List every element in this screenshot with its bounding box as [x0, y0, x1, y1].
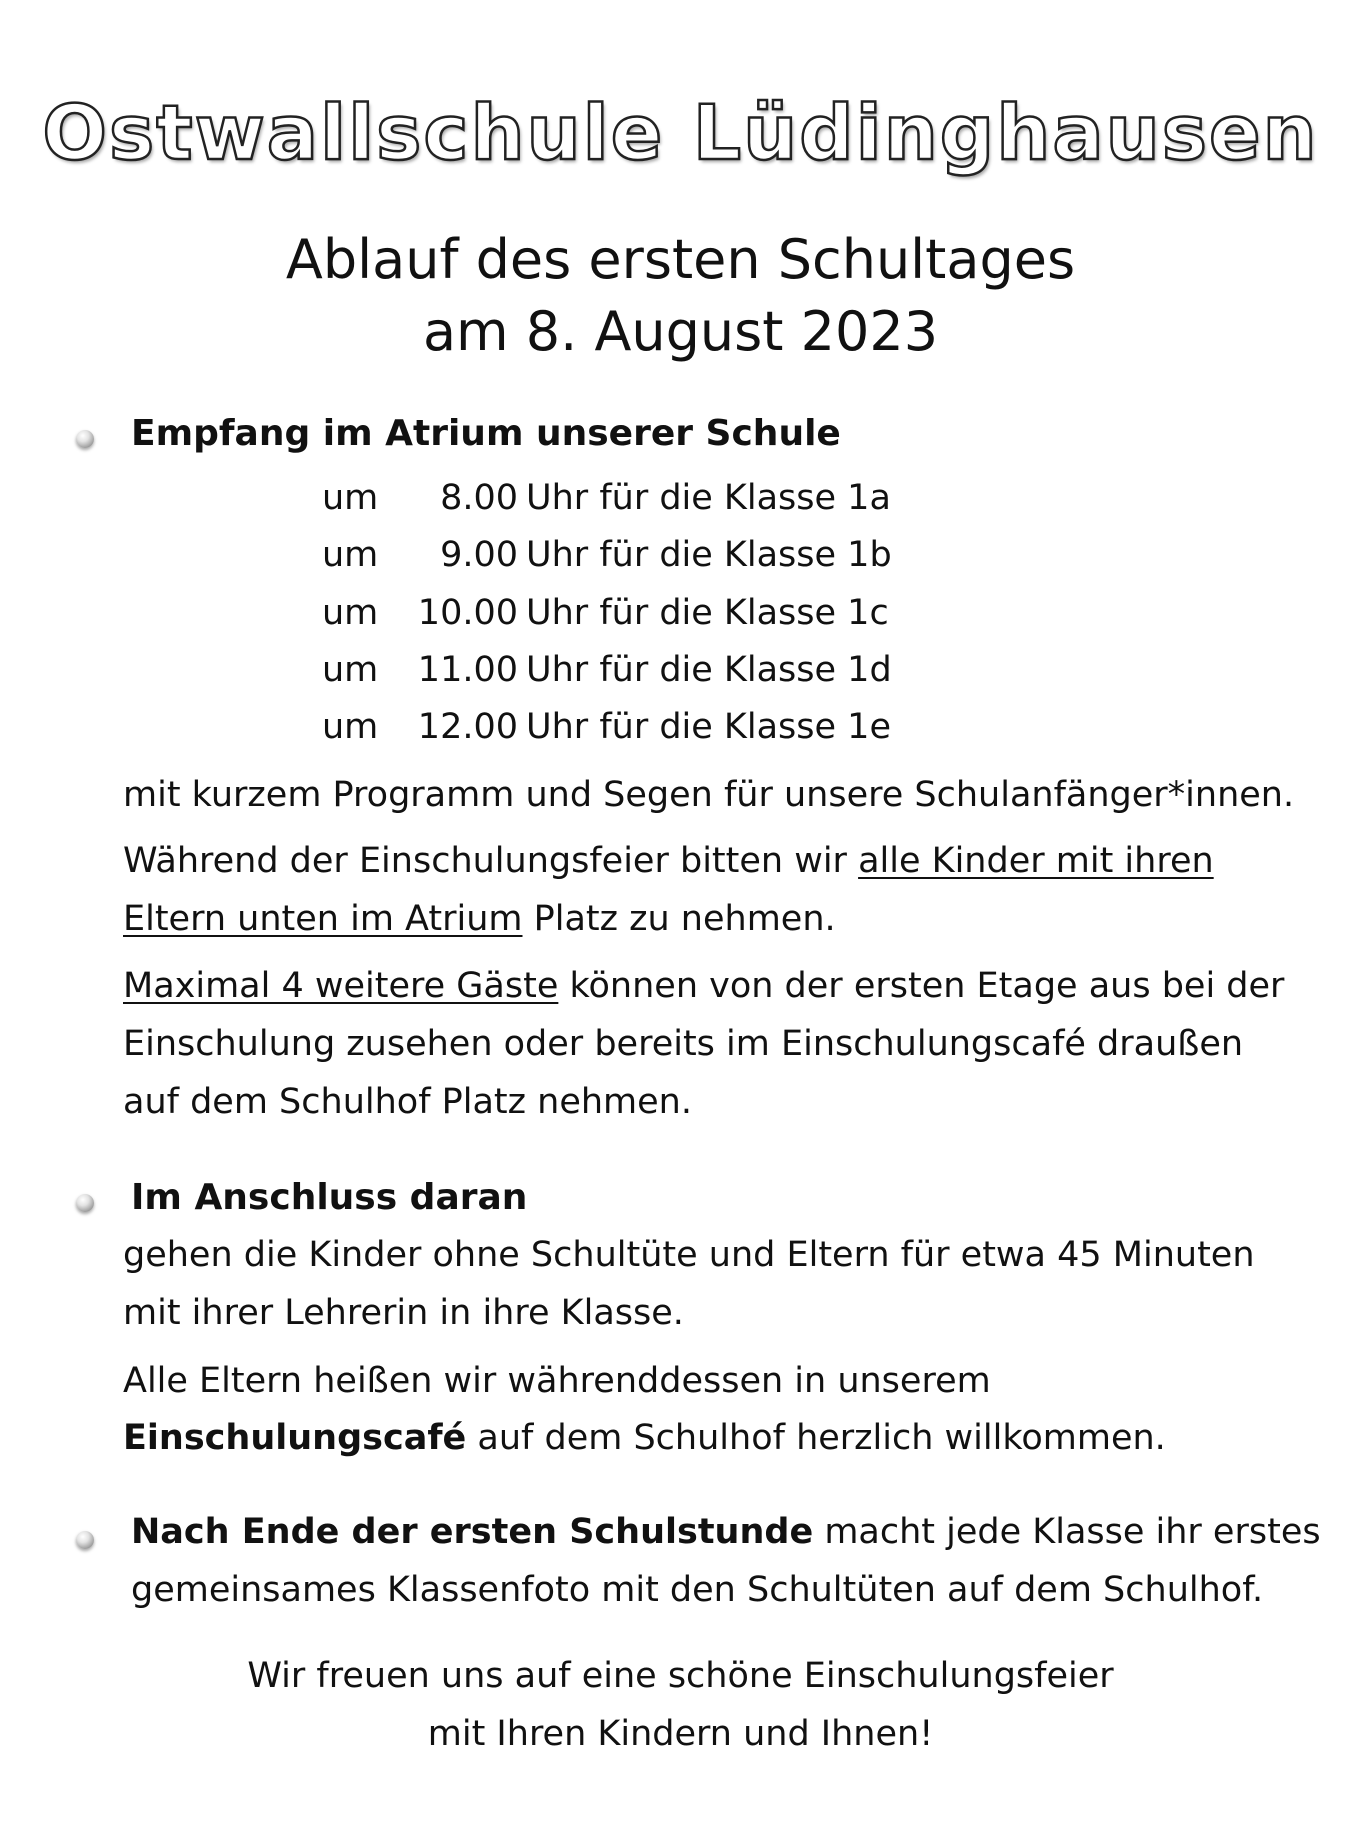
seating-emphasis: alle Kinder mit ihren: [858, 841, 1214, 881]
school-title: Ostwallschule Lüdinghausen: [42, 88, 1319, 177]
closing-line-1: Wir freuen uns auf eine schöne Einschulungsfeier: [247, 1656, 1114, 1696]
bullet-icon: [76, 430, 94, 448]
schedule-prefix: um: [322, 707, 379, 747]
section3-text: macht jede Klasse ihr erstes: [813, 1512, 1321, 1552]
closing-line-2: mit Ihren Kindern und Ihnen!: [427, 1714, 934, 1754]
schedule-row: [322, 535, 892, 575]
bullet-icon: [76, 1194, 94, 1212]
schedule-row: [322, 593, 889, 633]
schedule-text: Uhr für die Klasse 1d: [526, 650, 892, 690]
subtitle-line-1: Ablauf des ersten Schultages: [285, 228, 1076, 291]
schedule-time: 8.00: [440, 478, 518, 518]
schedule-text: Uhr für die Klasse 1a: [526, 478, 891, 518]
section3-line-2: gemeinsames Klassenfoto mit den Schultüten auf dem Schulhof.: [131, 1570, 1264, 1610]
schedule-text: Uhr für die Klasse 1b: [526, 535, 892, 575]
schedule-row: [322, 707, 891, 747]
seating-emphasis: Eltern unten im Atrium: [123, 899, 523, 939]
schedule-time: 10.00: [417, 593, 518, 633]
seating-paragraph-line-1: [123, 841, 1214, 881]
schedule-time: 11.00: [417, 650, 518, 690]
schedule-time: 9.00: [440, 535, 518, 575]
guests-paragraph-line-2: Einschulung zusehen oder bereits im Einschulungscafé draußen: [123, 1024, 1244, 1064]
schedule-prefix: um: [322, 593, 379, 633]
subtitle-line-2: am 8. August 2023: [422, 300, 939, 363]
schedule-text: Uhr für die Klasse 1e: [526, 707, 891, 747]
schedule-prefix: um: [322, 535, 379, 575]
guests-emphasis: Maximal 4 weitere Gäste: [123, 966, 559, 1006]
section3-heading: Nach Ende der ersten Schulstunde: [131, 1512, 814, 1552]
seating-paragraph-line-2: [123, 899, 836, 939]
schedule-row: [322, 478, 891, 518]
guests-text: können von der ersten Etage aus bei der: [558, 966, 1285, 1006]
program-line: mit kurzem Programm und Segen für unsere Schulanfänger*innen.: [123, 775, 1295, 815]
schedule-prefix: um: [322, 650, 379, 690]
cafe-emphasis: Einschulungscafé: [123, 1418, 467, 1458]
section2-line-3: Alle Eltern heißen wir währenddessen in unserem: [123, 1361, 991, 1401]
guests-paragraph-line-3: auf dem Schulhof Platz nehmen.: [123, 1082, 692, 1122]
section3-line-1: [131, 1512, 1321, 1552]
section2-line-2: mit ihrer Lehrerin in ihre Klasse.: [123, 1293, 684, 1333]
schedule-row: [322, 650, 892, 690]
section1-heading: Empfang im Atrium unserer Schule: [131, 413, 841, 454]
bullet-icon: [76, 1531, 94, 1549]
seating-text: Platz zu nehmen.: [522, 899, 836, 939]
cafe-text: auf dem Schulhof herzlich willkommen.: [466, 1418, 1166, 1458]
section2-line-1: gehen die Kinder ohne Schultüte und Eltern für etwa 45 Minuten: [123, 1235, 1255, 1275]
guests-paragraph-line-1: [123, 966, 1284, 1006]
seating-text: Während der Einschulungsfeier bitten wir: [123, 841, 859, 881]
schedule-text: Uhr für die Klasse 1c: [526, 593, 889, 633]
schedule-prefix: um: [322, 478, 379, 518]
section2-line-4: [123, 1418, 1166, 1458]
schedule-time: 12.00: [417, 707, 518, 747]
section2-heading: Im Anschluss daran: [131, 1177, 528, 1218]
